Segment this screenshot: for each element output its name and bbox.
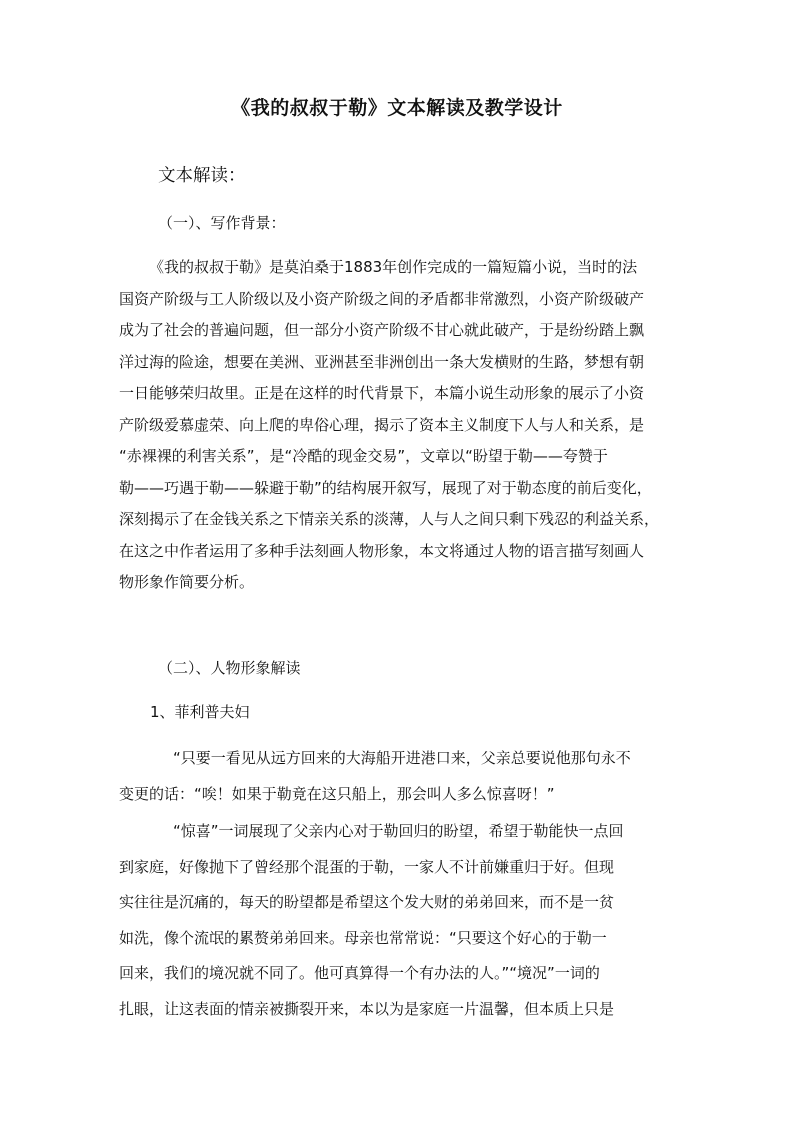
- paragraph-analysis: [119, 814, 687, 1027]
- paragraph-quote: [119, 741, 687, 812]
- subsection-heading-philippe-couple: 1、菲利普夫妇: [150, 703, 250, 721]
- paragraph-line: 产阶级爱慕虚荣、向上爬的卑俗心理，揭示了资本主义制度下人与人和关系，是: [119, 415, 645, 434]
- paragraph-line: 洋过海的险途，想要在美洲、亚洲甚至非洲创出一条大发横财的生路，梦想有朝: [119, 352, 645, 371]
- paragraph-line: 深刻揭示了在金钱关系之下情亲关系的淡薄，人与人之间只剩下残忍的利益关系，: [119, 510, 660, 528]
- paragraph-line: 成为了社会的普遍问题，但一部分小资产阶级不甘心就此破产，于是纷纷踏上飘: [119, 321, 645, 339]
- paragraph-line: 到家庭，好像抛下了曾经那个混蛋的于勒，一家人不计前嫌重归于好。但现: [119, 857, 615, 876]
- paragraph-line: 勒——巧遇于勒——躲避于勒”的结构展开叙写，展现了对于勒态度的前后变化，: [119, 478, 652, 497]
- paragraph-line: “赤裸裸的利害关系”，是“冷酷的现金交易”，文章以“盼望于勒——夸赞于: [119, 447, 608, 465]
- paragraph-line: 实往往是沉痛的，每天的盼望都是希望这个发大财的弟弟回来，而不是一贫: [119, 893, 615, 911]
- paragraph-line: “惊喜”一词展现了父亲内心对于勒回归的盼望，希望于勒能快一点回: [173, 822, 624, 840]
- section-heading-characters: （二）、人物形象解读: [158, 659, 301, 677]
- paragraph-line: 在这之中作者运用了多种手法刻画人物形象，本文将通过人物的语言描写刻画人: [119, 541, 645, 560]
- paragraph-line: 扎眼，让这表面的情亲被撕裂开来，本以为是家庭一片温馨，但本质上只是: [119, 999, 615, 1018]
- paragraph-line: 变更的话：“唉！如果于勒竟在这只船上，那会叫人多么惊喜呀！”: [119, 784, 555, 803]
- paragraph-line: 国资产阶级与工人阶级以及小资产阶级之间的矛盾都非常激烈，小资产阶级破产: [119, 289, 645, 308]
- paragraph-line: 如洗，像个流氓的累赘弟弟回来。母亲也常常说：“只要这个好心的于勒一: [119, 928, 607, 947]
- paragraph-background: [119, 252, 687, 599]
- document-title: 《我的叔叔于勒》文本解读及教学设计: [231, 97, 563, 119]
- paragraph-line: 回来，我们的境况就不同了。他可真算得一个有办法的人。”“境况”一词的: [119, 964, 600, 982]
- section-heading-background: （一）、写作背景：: [158, 214, 286, 232]
- paragraph-line: 一日能够荣归故里。正是在这样的时代背景下，本篇小说生动形象的展示了小资: [119, 384, 645, 402]
- subhead-text-interpretation: 文本解读：: [158, 166, 246, 186]
- paragraph-line: 《我的叔叔于勒》是莫泊桑于1883年创作完成的一篇短篇小说，当时的法: [149, 258, 638, 276]
- paragraph-line: “只要一看见从远方回来的大海船开进港口来，父亲总要说他那句永不: [173, 749, 631, 767]
- paragraph-line: 物形象作简要分析。: [119, 573, 255, 591]
